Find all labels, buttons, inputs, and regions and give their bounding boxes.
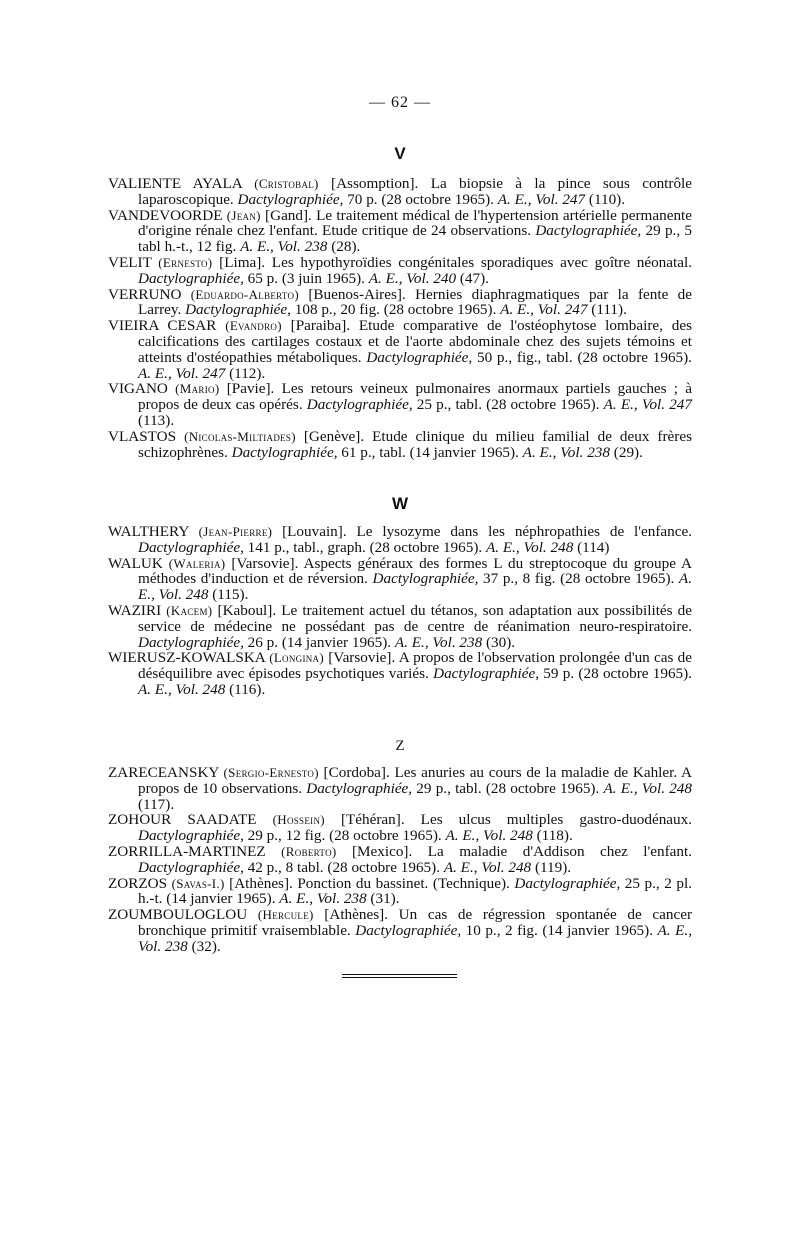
section-v-entries — [108, 176, 692, 460]
list-item: ZOHOUR SAADATE (Hossein) [Téhéran]. Les ulcus multiples gastro-duodénaux. Dactylographiée, 29 p., 12 fig. (28 octobre 1965). A. E., Vol. 248 (118). — [108, 811, 693, 845]
section-z-entries — [108, 765, 692, 955]
list-item: VLASTOS (Nicolas-Miltiades) [Genève]. Etude clinique du milieu familial de deux frères schizophrènes. Dactylographiée, 61 p., tabl. (14 janvier 1965). A. E., Vol. 238 (29). — [108, 427, 692, 461]
list-item: VIEIRA CESAR (Evandro) [Paraiba]. Etude comparative de l'ostéophytose lombaire, des calcifications des cartilages costaux et de l'aorte abdominale chez des sujets témoins et atteints d'ostéopathies métaboliques. Dactylographiée, 50 p., fig., tabl. (28 octobre 1965). A. E., Vol. 247 (112). — [108, 317, 692, 382]
list-item: VELIT (Ernesto) [Lima]. Les hypothyroïdies congénitales sporadiques avec goître néonatal. Dactylographiée, 65 p. (3 juin 1965). A. E., Vol. 240 (47). — [108, 253, 692, 287]
list-item: VANDEVOORDE (Jean) [Gand]. Le traitement médical de l'hypertension artérielle permanente d'origine rénale chez l'enfant. Etude critique de 24 observations. Dactylographiée, 29 p., 5 tabl h.-t., 12 fig. A. E., Vol. 238 (28). — [108, 206, 693, 256]
section-heading-v: V — [394, 144, 406, 163]
list-item: VIGANO (Mario) [Pavie]. Les retours veineux pulmonaires anormaux partiels gauches ; à propos de deux cas opérés. Dactylographiée, 25 p., tabl. (28 octobre 1965). A. E., Vol. 247 (113). — [108, 380, 692, 429]
page-number: — 62 — — [369, 94, 431, 111]
list-item: ZORRILLA-MARTINEZ (Roberto) [Mexico]. La maladie d'Addison chez l'enfant. Dactylographiée, 42 p., 8 tabl. (28 octobre 1965). A. E., Vol. 248 (119). — [108, 842, 692, 876]
section-heading-z: Z — [395, 738, 405, 754]
list-item: VERRUNO (Eduardo-Alberto) [Buenos-Aires]. Hernies diaphragmatiques par la fente de Larrey. Dactylographiée, 108 p., 20 fig. (28 octobre 1965). A. E., Vol. 247 (111). — [108, 285, 693, 319]
section-heading-w: W — [391, 494, 409, 513]
list-item: WALTHERY (Jean-Pierre) [Louvain]. Le lysozyme dans les néphropathies de l'enfance. Dactylographiée, 141 p., tabl., graph. (28 octobre 1965). A. E., Vol. 248 (114) — [108, 523, 693, 556]
section-w-entries — [108, 524, 692, 698]
list-item: WIERUSZ-KOWALSKA (Longina) [Varsovie]. A propos de l'observation prolongée d'un cas de déséquilibre avec épisodes psychotiques variés. Dactylographiée, 59 p. (28 octobre 1965). A. E., Vol. 248 (116). — [108, 649, 692, 698]
list-item: WALUK (Waleria) [Varsovie]. Aspects généraux des formes L du streptocoque du groupe A méthodes d'induction et de réversion. Dactylographiée, 37 p., 8 fig. (28 octobre 1965). A. E., Vol. 248 (115). — [108, 554, 692, 604]
list-item: VALIENTE AYALA (Cristobal) [Assomption]. La biopsie à la pince sous contrôle laparoscopique. Dactylographiée, 70 p. (28 octobre 1965). A. E., Vol. 247 (110). — [108, 175, 693, 208]
list-item: ZOUMBOULOGLOU (Hercule) [Athènes]. Un cas de régression spontanée de cancer bronchique primitif vraisemblable. Dactylographiée, 10 p., 2 fig. (14 janvier 1965). A. E., Vol. 238 (32). — [108, 906, 692, 955]
end-rule — [342, 977, 457, 978]
list-item: WAZIRI (Kacem) [Kaboul]. Le traitement actuel du tétanos, son adaptation aux possibilités de service de médecine ne possédant pas de centre de réanimation neuro-respiratoire. Dactylographiée, 26 p. (14 janvier 1965). A. E., Vol. 238 (30). — [108, 601, 692, 651]
end-rule — [342, 974, 457, 975]
list-item: ZORZOS (Savas-I.) [Athènes]. Ponction du bassinet. (Technique). Dactylographiée, 25 p., 2 pl. h.-t. (14 janvier 1965). A. E., Vol. 238 (31). — [108, 874, 692, 908]
list-item: ZARECEANSKY (Sergio-Ernesto) [Cordoba]. Les anuries au cours de la maladie de Kahler. A propos de 10 observations. Dactylographiée, 29 p., tabl. (28 octobre 1965). A. E., Vol. 248 (117). — [108, 764, 693, 813]
